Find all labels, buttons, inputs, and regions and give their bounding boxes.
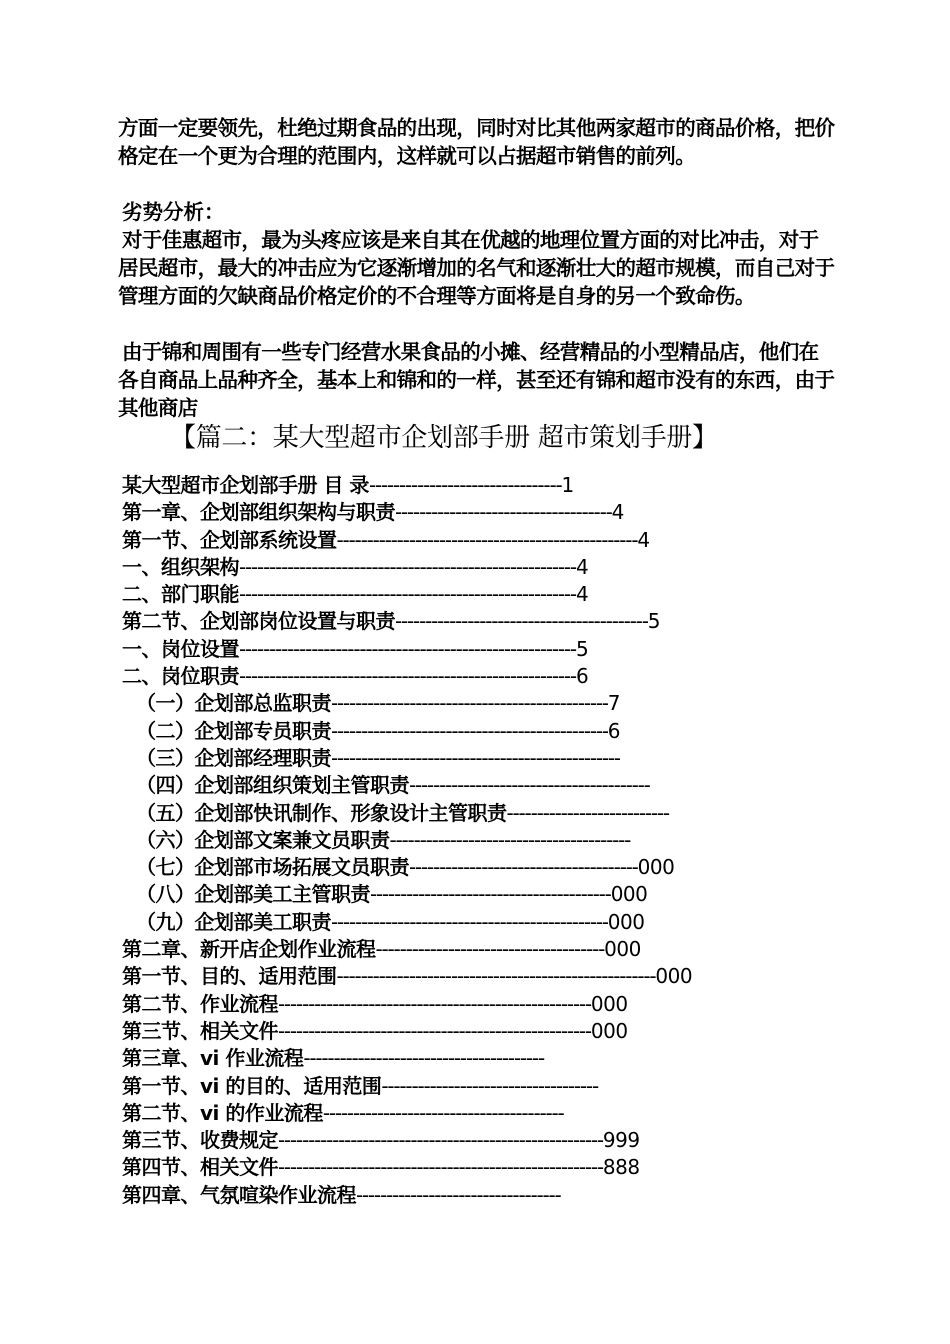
toc-entry xyxy=(122,1127,842,1154)
toc-entry-title: （九）企划部美工职责 xyxy=(136,909,331,934)
toc-entry-title: 第二节、vi 的作业流程 xyxy=(122,1100,323,1125)
toc-page-number: 4 xyxy=(575,582,589,607)
toc-entry-title: （六）企划部文案兼文员职责 xyxy=(136,827,390,852)
section-title: 【篇二：某大型超市企划部手册 超市策划手册】 xyxy=(170,423,718,453)
toc-entry xyxy=(122,991,842,1018)
toc-entry-title: （三）企划部经理职责 xyxy=(136,745,331,770)
paragraph-weakness: 对于佳惠超市，最为头疼应该是来自其在优越的地理位置方面的对比冲击，对于居民超市，最大的冲击应为它逐渐增加的名气和逐渐壮大的超市规模，而自己对于管理方面的欠缺商品价格定价的不合理等方面将是自身的另一个致命伤。 xyxy=(118,228,835,308)
toc-leader-dashes: ------------------------------------------------------ xyxy=(278,1128,603,1153)
toc-entry xyxy=(122,663,842,690)
toc-leader-dashes: -------------------------------------------------------- xyxy=(239,554,576,579)
toc-leader-dashes: ------------------------------------ xyxy=(381,1073,598,1098)
toc-entry-title: 第四节、相关文件 xyxy=(122,1155,278,1180)
toc-entry xyxy=(122,772,842,799)
toc-leader-dashes: ----------------------------------------------------- xyxy=(336,964,656,989)
toc-leader-dashes: ---------------------------------------- xyxy=(409,773,650,798)
toc-entry-title: 某大型超市企划部手册 目 录 xyxy=(122,473,369,497)
toc-leader-dashes: -------------------------------------------------------- xyxy=(239,664,576,689)
toc-leader-dashes: ---------------------------------- xyxy=(356,1182,561,1207)
toc-page-number: 999 xyxy=(602,1128,640,1153)
toc-entry xyxy=(122,800,842,827)
toc-page-number: 000 xyxy=(637,855,675,880)
toc-entry-title: （七）企划部市场拓展文员职责 xyxy=(136,855,409,880)
toc-entry xyxy=(122,1182,842,1209)
toc-entry xyxy=(122,1018,842,1045)
toc-leader-dashes: ---------------------------------------- xyxy=(389,827,631,852)
toc-entry-title: 第一节、企划部系统设置 xyxy=(122,527,337,552)
toc-page-number: 5 xyxy=(575,636,589,661)
toc-entry xyxy=(122,854,842,881)
toc-leader-dashes: -------------------------------------- xyxy=(409,855,638,880)
toc-page-number: 000 xyxy=(590,1018,628,1043)
toc-entry xyxy=(122,527,842,554)
toc-entry xyxy=(122,936,842,963)
toc-entry xyxy=(122,1073,842,1100)
toc-entry xyxy=(122,636,842,663)
toc-entry xyxy=(122,472,842,499)
toc-leader-dashes: ---------------------------------------------------- xyxy=(278,1018,591,1043)
toc-leader-dashes: ---------------------------------------- xyxy=(303,1046,545,1071)
toc-page-number: 000 xyxy=(610,882,648,907)
toc-leader-dashes: -------------------------------------------------------- xyxy=(239,582,576,607)
weakness-heading: 劣势分析： xyxy=(122,200,225,224)
toc-entry xyxy=(122,827,842,854)
toc-page-number: 4 xyxy=(575,554,589,579)
toc-leader-dashes: ------------------------------------------------------ xyxy=(278,1155,603,1180)
toc-entry xyxy=(122,499,842,526)
toc-entry xyxy=(122,909,842,936)
toc-page-number: 6 xyxy=(607,718,621,743)
toc-leader-dashes: ---------------------------------------------- xyxy=(331,718,608,743)
toc-entry xyxy=(122,718,842,745)
toc-leader-dashes: -------------------------------------- xyxy=(375,937,605,962)
paragraph-pricing: 方面一定要领先，杜绝过期食品的出现，同时对比其他两家超市的商品价格，把价格定在一个更为合理的范围内，这样就可以占据超市销售的前列。 xyxy=(118,116,835,168)
toc-entry xyxy=(122,881,842,908)
toc-entry-title: 第二节、企划部岗位设置与职责 xyxy=(122,609,395,634)
toc-entry xyxy=(122,1045,842,1072)
toc-page-number: 1 xyxy=(561,473,574,497)
toc-leader-dashes: --------------------------- xyxy=(506,800,669,825)
toc-entry xyxy=(122,554,842,581)
toc-entry-title: 第一章、企划部组织架构与职责 xyxy=(122,500,395,525)
toc-leader-dashes: ---------------------------------------- xyxy=(322,1100,564,1125)
toc-page-number: 7 xyxy=(607,691,621,716)
toc-entry-title: 一、组织架构 xyxy=(122,554,239,579)
toc-entry-title: （一）企划部总监职责 xyxy=(136,691,331,716)
toc-entry-title: 第二节、作业流程 xyxy=(122,991,278,1016)
toc-leader-dashes: -------------------------------------------------- xyxy=(336,527,638,552)
toc-entry-title: 第三节、收费规定 xyxy=(122,1128,278,1153)
toc-entry-title: （五）企划部快讯制作、形象设计主管职责 xyxy=(136,800,507,825)
toc-leader-dashes: ---------------------------------------------------- xyxy=(278,991,591,1016)
paragraph-competitors: 由于锦和周围有一些专门经营水果食品的小摊、经营精品的小型精品店，他们在各自商品上品种齐全，基本上和锦和的一样，甚至还有锦和超市没有的东西，由于其他商店 xyxy=(118,340,835,420)
toc-leader-dashes: -------------------------------- xyxy=(368,473,562,497)
toc-page-number: 000 xyxy=(604,937,641,962)
toc-entry xyxy=(122,1154,842,1181)
toc-leader-dashes: ---------------------------------------------- xyxy=(331,691,608,716)
toc-entry-title: （二）企划部专员职责 xyxy=(136,718,331,743)
toc-page-number: 4 xyxy=(611,500,624,525)
toc-entry-title: 一、岗位设置 xyxy=(122,636,239,661)
toc-leader-dashes: ------------------------------------------ xyxy=(395,609,648,634)
toc-page-number: 5 xyxy=(647,609,660,634)
toc-entry-title: 二、岗位职责 xyxy=(122,664,239,689)
toc-entry-title: （八）企划部美工主管职责 xyxy=(136,882,370,907)
toc-entry-title: 第三章、vi 作业流程 xyxy=(122,1046,304,1071)
toc-entry xyxy=(122,745,842,772)
toc-page-number: 000 xyxy=(607,909,645,934)
toc-entry-title: 第三节、相关文件 xyxy=(122,1018,278,1043)
toc-entry-title: 第二章、新开店企划作业流程 xyxy=(122,937,376,962)
toc-entry xyxy=(122,608,842,635)
toc-entry-title: （四）企划部组织策划主管职责 xyxy=(136,773,409,798)
toc-entry xyxy=(122,581,842,608)
table-of-contents xyxy=(122,472,842,1209)
toc-entry xyxy=(122,690,842,717)
toc-entry xyxy=(122,963,842,990)
toc-page-number: 6 xyxy=(575,664,589,689)
toc-entry-title: 第一节、目的、适用范围 xyxy=(122,964,337,989)
toc-leader-dashes: ---------------------------------------------- xyxy=(331,909,608,934)
toc-leader-dashes: ---------------------------------------- xyxy=(370,882,611,907)
toc-entry-title: 第一节、vi 的目的、适用范围 xyxy=(122,1073,382,1098)
toc-entry-title: 第四章、气氛喧染作业流程 xyxy=(122,1182,356,1207)
toc-leader-dashes: -------------------------------------------------------- xyxy=(239,636,576,661)
toc-entry xyxy=(122,1100,842,1127)
toc-page-number: 000 xyxy=(590,991,628,1016)
toc-entry-title: 二、部门职能 xyxy=(122,582,239,607)
toc-leader-dashes: ------------------------------------ xyxy=(395,500,612,525)
toc-page-number: 4 xyxy=(637,527,650,552)
toc-page-number: 888 xyxy=(602,1155,640,1180)
toc-leader-dashes: ------------------------------------------------ xyxy=(331,745,620,770)
toc-page-number: 000 xyxy=(655,964,693,989)
